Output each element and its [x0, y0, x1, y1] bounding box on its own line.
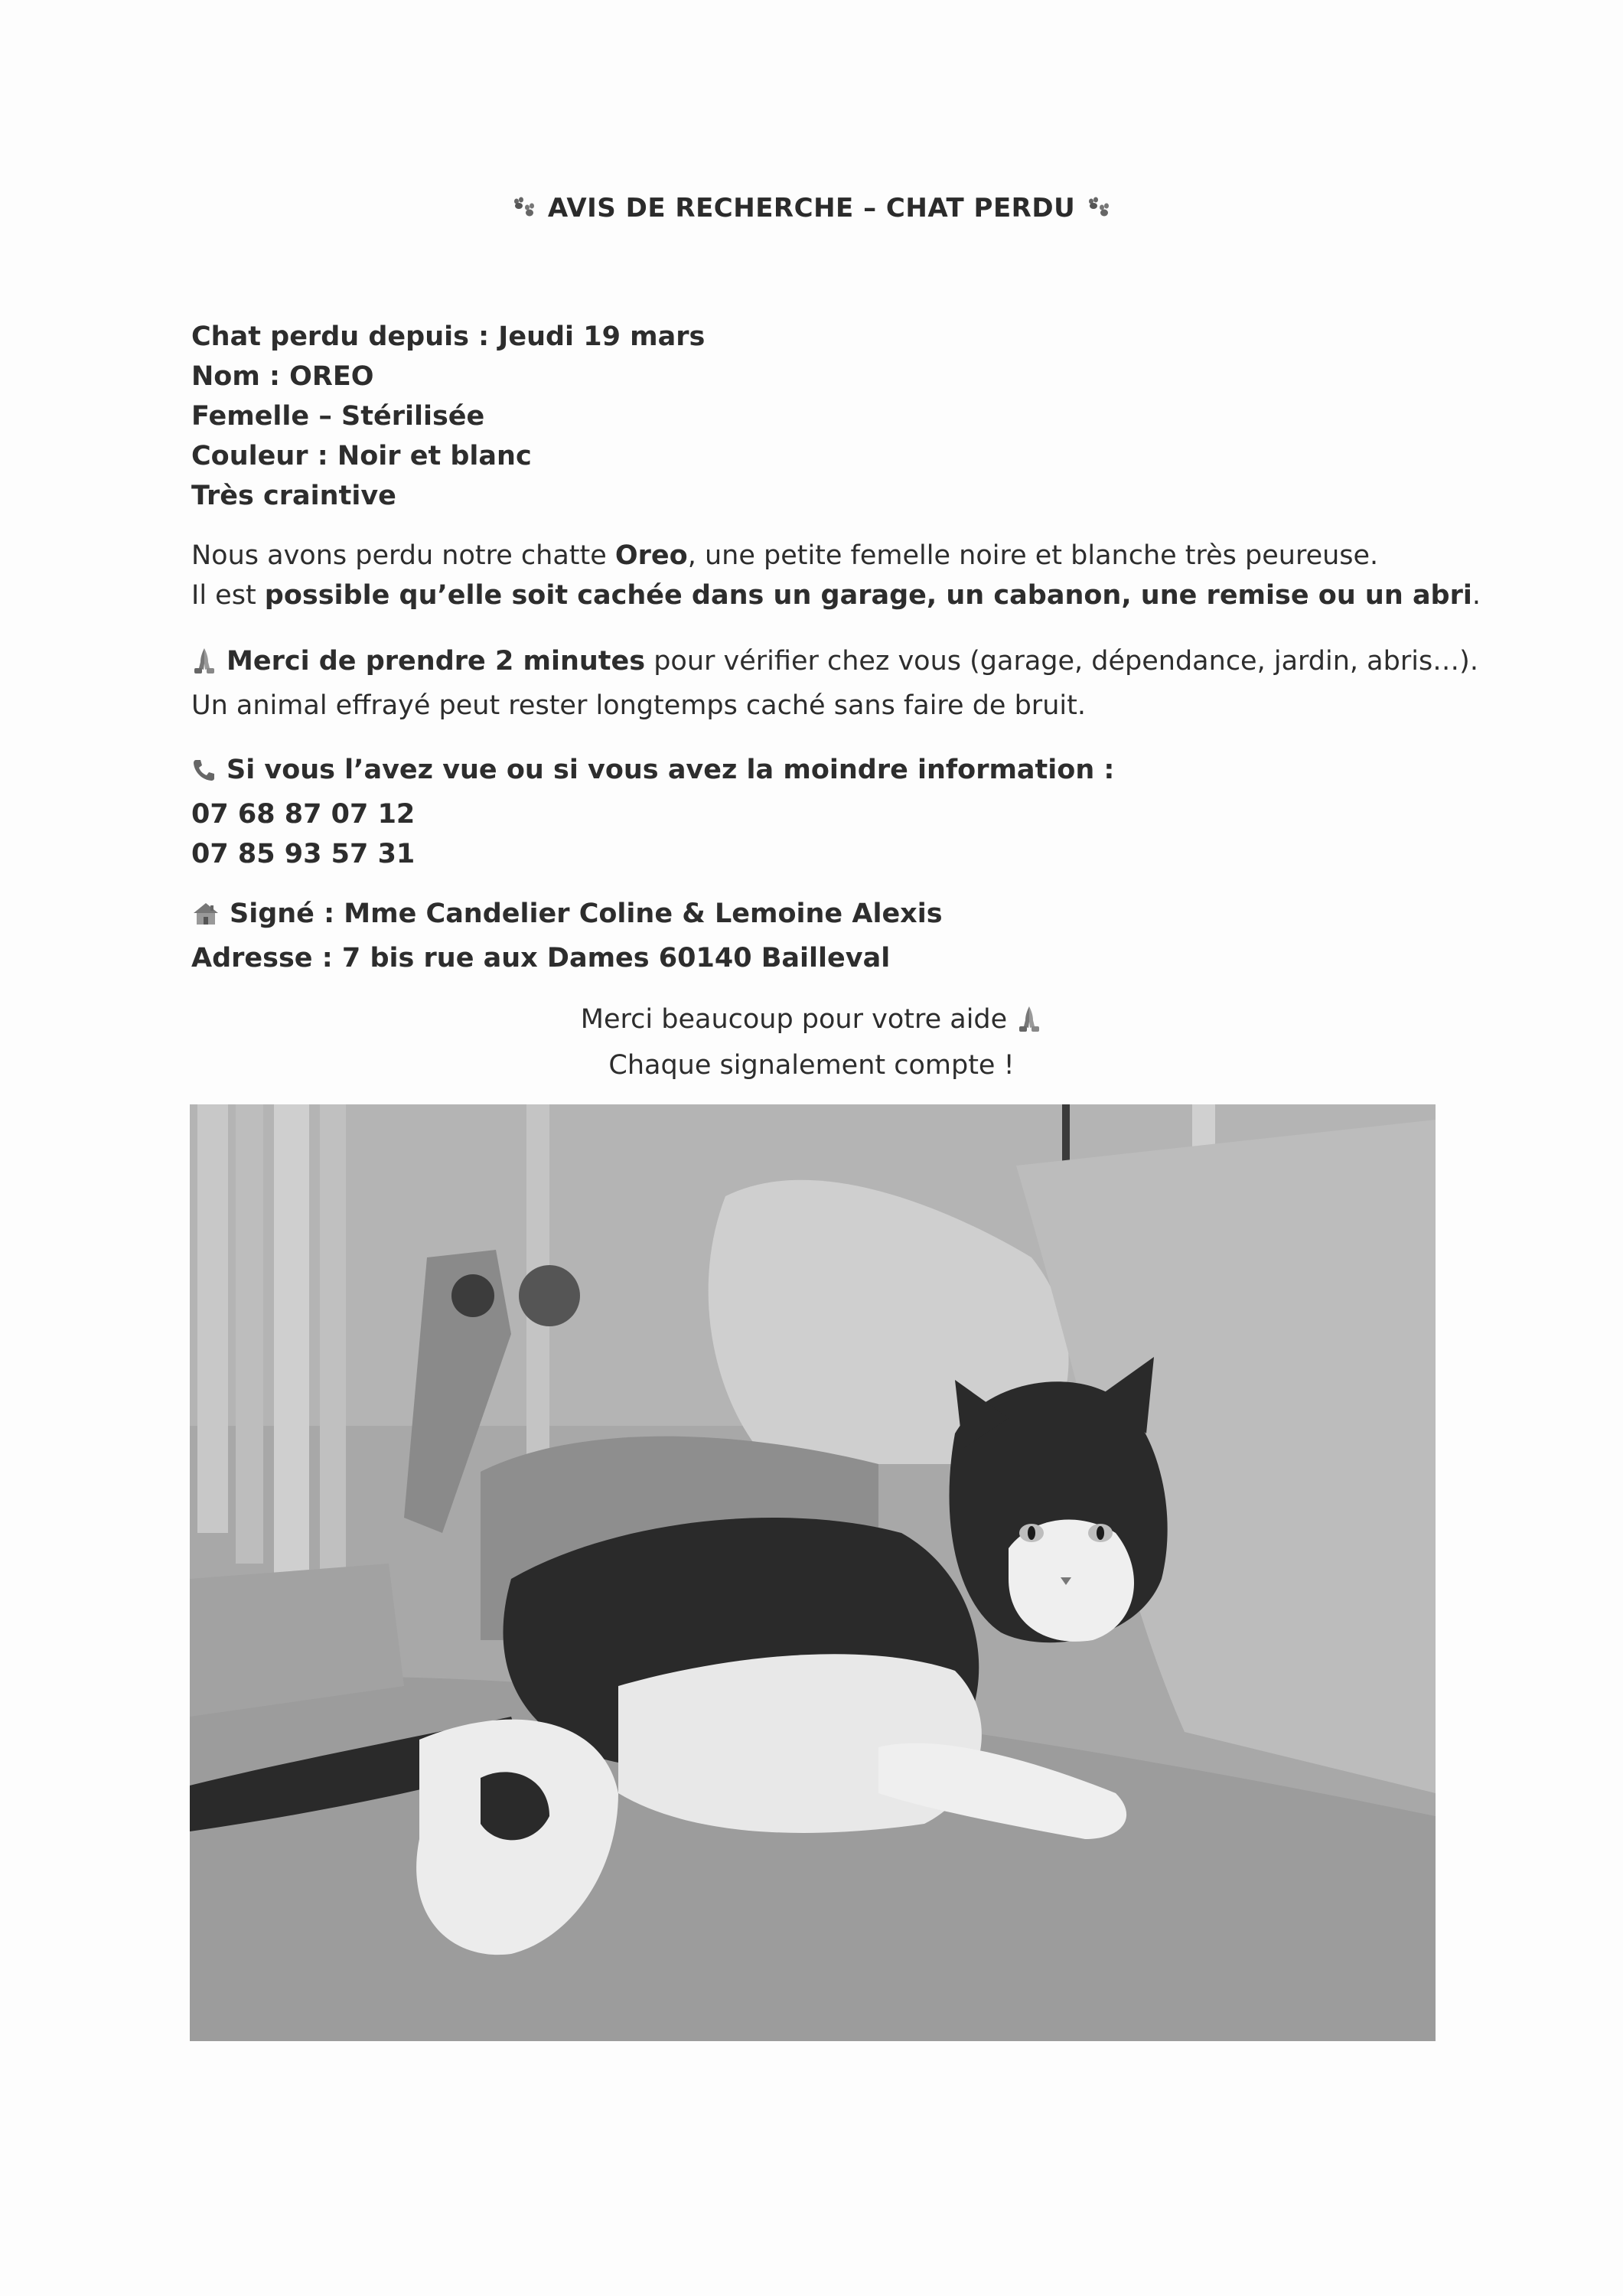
cat-photo — [190, 1104, 1436, 2041]
phone-number-1[interactable]: 07 68 87 07 12 — [191, 799, 416, 830]
title-text: AVIS DE RECHERCHE – CHAT PERDU — [547, 193, 1076, 223]
cat-name-inline: Oreo — [614, 540, 688, 571]
praying-hands-icon — [191, 646, 217, 686]
cat-name: Nom : OREO — [191, 361, 374, 392]
cat-sex: Femelle – Stérilisée — [191, 401, 485, 432]
address: Adresse : 7 bis rue aux Dames 60140 Bailleval — [191, 943, 891, 974]
house-icon — [191, 899, 220, 938]
desc-text: . — [1471, 580, 1481, 611]
lost-since: Chat perdu depuis : Jeudi 19 mars — [191, 321, 706, 352]
thanks-line-2: Chaque signalement compte ! — [608, 1050, 1015, 1081]
phone-number-2[interactable]: 07 85 93 57 31 — [191, 839, 416, 869]
desc-text: , une petite femelle noire et blanche très peureuse. — [687, 540, 1379, 571]
signature-block — [191, 894, 1492, 978]
hiding-places: possible qu’elle soit cachée dans un garage, un cabanon, une remise ou un abri — [264, 580, 1472, 611]
description-paragraph — [191, 536, 1492, 615]
contact-block — [191, 750, 1492, 874]
contact-heading: Si vous l’avez vue ou si vous avez la moindre information : — [227, 755, 1115, 785]
page-title — [0, 193, 1623, 225]
telephone-icon — [191, 755, 217, 794]
thanks-line-1: Merci beaucoup pour votre aide — [580, 1004, 1008, 1035]
request-text: pour vérifier chez vous (garage, dépendance, jardin, abris…). — [645, 646, 1478, 677]
request-paragraph — [191, 641, 1492, 726]
paw-prints-icon — [511, 194, 537, 225]
request-bold: Merci de prendre 2 minutes — [227, 646, 646, 677]
paw-prints-icon — [1086, 194, 1112, 225]
thanks-block — [0, 999, 1623, 1086]
cat-temperament: Très craintive — [191, 481, 396, 511]
desc-text: Nous avons perdu notre chatte — [191, 540, 615, 571]
praying-hands-icon — [1016, 1003, 1042, 1045]
request-text-2: Un animal effrayé peut rester longtemps caché sans faire de bruit. — [191, 690, 1086, 721]
desc-text: Il est — [191, 580, 265, 611]
signed-by: Signé : Mme Candelier Coline & Lemoine Alexis — [230, 899, 943, 929]
cat-color: Couleur : Noir et blanc — [191, 441, 532, 471]
cat-info — [191, 317, 1492, 516]
